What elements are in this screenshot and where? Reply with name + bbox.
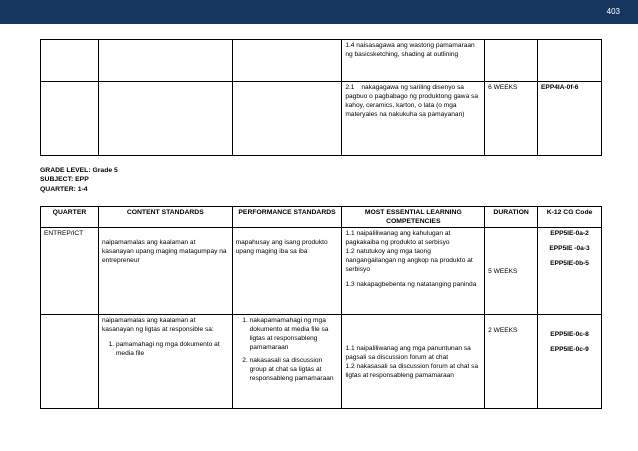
quarter: QUARTER: 1-4 xyxy=(40,185,88,193)
header-band xyxy=(0,0,638,24)
header-row xyxy=(41,207,602,228)
code-0a-2: EPP5IE-0a-2 xyxy=(550,230,589,237)
code-cell xyxy=(538,228,602,315)
melc-1-4: 1.4 naisasagawa ang wastong pamamaraan ng basicsketching, shading at outlining xyxy=(342,40,485,82)
code-0b-5: EPP5IE-0b-5 xyxy=(550,260,589,267)
performance-standard-cell: mapahusay ang isang produkto upang maging iba sa iba xyxy=(232,228,342,315)
code-cell xyxy=(538,315,602,409)
header-quarter: QUARTER xyxy=(41,207,99,228)
header-melc: MOST ESSENTIAL LEARNING COMPETENCIES xyxy=(342,207,485,228)
melc-cell xyxy=(342,315,485,409)
grade-level: GRADE LEVEL: Grade 5 xyxy=(40,167,118,174)
duration-cell: 6 WEEKS xyxy=(485,82,538,156)
performance-standard-cell xyxy=(232,315,342,409)
content-list-item: 1. pamamahagi ng mga dokumento at media file xyxy=(116,340,229,358)
curriculum-table xyxy=(40,206,602,409)
melc-1-1: 1.1 naipaliliwanag ang kahulugan at pagkakaiba ng produkto at serbisyo xyxy=(345,230,451,246)
melc-number: 2.1 xyxy=(345,84,355,91)
subject: SUBJECT: EPP xyxy=(40,176,89,184)
table-row xyxy=(41,82,602,156)
duration-cell: 2 WEEKS xyxy=(485,315,538,409)
melc-2-1: 1.1 naipaliliwanag ang mga panuntunan sa pagsali sa discussion forum at chat xyxy=(345,344,471,361)
table-row xyxy=(41,315,602,409)
performance-item-1: 1. nakapamamahagi ng mga dokumento at media file sa ligtas at responsableng pamamaraan xyxy=(250,316,339,352)
content-standard-cell: naipamamalas ang kaalaman at kasanayan ng ligtas at responsible sa: 1. pamamahagi ng mga dokumento at media file xyxy=(98,315,232,409)
table-row xyxy=(41,228,602,315)
code-0c-9: EPP5IE-0c-9 xyxy=(550,346,589,353)
table-row xyxy=(41,40,602,82)
melc-1-3: 1.3 nakapagbebenta ng natatanging paninda xyxy=(345,281,477,288)
header-performance-standards: PERFORMANCE STANDARDS xyxy=(232,207,342,228)
melc-2-1: 2.1 nakagagawa ng sariling disenyo sa pagbuo o pagbabago ng produktong gawa sa kahoy, ceramics, karton, o lata (o mga materyales na nakukuha sa pamayanan) xyxy=(342,82,485,156)
code-0c-8: EPP5IE-0c-8 xyxy=(550,331,589,338)
performance-item-2: 2. nakasasali sa discussion group at chat sa ligtas at responsableng pamamaraan xyxy=(250,356,339,383)
page-number: 403 xyxy=(606,7,620,16)
content-standard-cell: naipamamalas ang kaalaman at kasanayan upang maging matagumpay na entrepreneur xyxy=(98,228,232,315)
header-code: K-12 CG Code xyxy=(538,207,602,228)
code-cell: EPP4IA-0f-6 xyxy=(538,82,602,156)
header-duration: DURATION xyxy=(485,207,538,228)
code-0a-3: EPP5IE -0a-3 xyxy=(549,245,590,252)
melc-2-2: 1.2 nakasasali sa discussion forum at chat sa ligtas at responsableng pamamaraan xyxy=(345,362,479,379)
quarter-cell: ENTREP/ICT xyxy=(41,228,99,315)
duration-cell: 5 WEEKS xyxy=(485,228,538,315)
continuation-table xyxy=(40,39,602,156)
header-content-standards: CONTENT STANDARDS xyxy=(98,207,232,228)
melc-1-2: 1.2 natutukoy ang mga taong nangangailangan ng angkop na produkto at serbisyo xyxy=(345,248,473,273)
document-meta xyxy=(40,166,118,194)
melc-cell xyxy=(342,228,485,315)
